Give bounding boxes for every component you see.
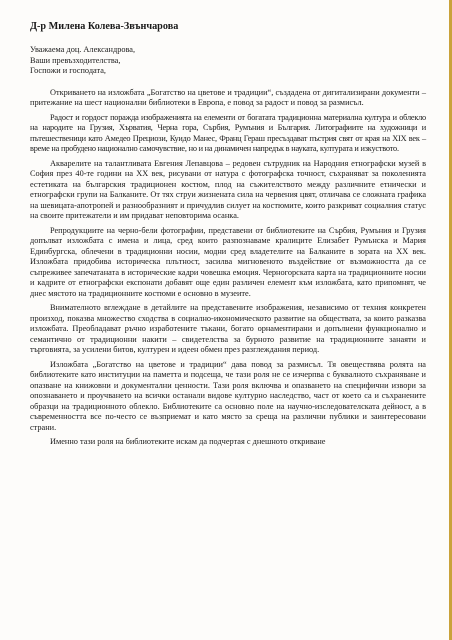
salutation-line: Ваши превъзходителства,	[30, 55, 121, 65]
salutation-line: Госпожи и господата,	[30, 66, 107, 75]
salutation-block	[30, 45, 426, 77]
salutation-line: Уважаема доц. Александрова,	[30, 45, 136, 54]
paragraph: Именно тази роля на библиотеките искам да подчертая с днешното откриване	[50, 437, 326, 446]
paragraph: Акварелите на талантливата Евгения Лепавцова – редовен сътрудник на Народния етнографски музей в София през 40-те години на XX век, рисувани от натура с фотографска точност, съхраняват за поколенията естетиката на българския традиционен костюм, плод на съжителството между различните етнически и етнографски групи на Балканите. От тях струи жизнената сила на червения цвят, отличава се сложната графика на шевицата-апотропей и разнообразният и причудлив силует на костюмите, които разкриват социалния статус на своите притежатели и им придават неповторима осанка.	[30, 158, 426, 220]
paragraph: Внимателното вглеждане в детайлите на представените изображения, независимо от техния конкретен произход, показва множество сходства в социално-икономическото развитие на обществата, за които разказва изложбата. Преобладават ръчно изработените тъкани, богато орнаментирани и допълнени функционално и семантично от традиционни накити – свидетелства за бурното развитие на традиционните занаяти и търговията, за усилени битов, културен и идеен обмен през разглеждания период.	[30, 303, 426, 354]
document-body	[30, 20, 426, 448]
paragraph: Радост и гордост поражда изображенията на елементи от богатата традиционна материална култура и облекло на народите на Грузия, Хърватия, Черна гора, Сърбия, Румъния и България. Литографиите на художници и пътешественици като Амедео Прециози, Куидо Манес, Франц Гераш пресъздават пъстрия свят от края на XIX век – време на пробудено национално самочувствие, но и на динамичен напредък в науката, културата и изкуството.	[30, 112, 426, 153]
author-name: Д-р Милена Колева-Звънчарова	[30, 21, 179, 32]
paragraph: Откриването на изложбата „Богатство на цветове и традиции“, създадена от дигитализирани документи – притежание на шест национални библиотеки в Европа, е повод за радост и повод за размисъл.	[30, 87, 426, 107]
paragraph: Репродукциите на черно-бели фотографии, представени от библиотеките на Сърбия, Румъния и Грузия допълват изложбата с имена и лица, сред които разпознаваме кралиците Елизабет Румънска и Мария Единбургска, облечени в традиционни носии, модни сред владетелите на Балканите в зората на XX век. Изложбата придобива историческа плътност, засилва мигновеното въздействие от възможността да се съпреживее запечатаната в исторические кадри човешка емоция. Черногорската карта на традиционните носии и кадрите от етнографски експонати добавят още един различен елемент към изложбата, като припомнят, че днес мястото на традиционните костюми е основно в музеите.	[30, 225, 426, 298]
paragraph: Изложбата „Богатство на цветове и традиции“ дава повод за размисъл. Тя овеществява ролята на библиотеките като институции на паметта и подсеща, че тази роля не се изчерпва с буквалното съхраняване и опазване на книжовни и документални ценности. Тази роля включва и опазването на специфични извори за опознаването и проучването на всички останали видове културно наследство, част от което са и съхранените образци на традиционното облекло. Библиотеките са основно поле на научно-изследователската дейност, а в съвременността все по-често се възприемат и като място за среща на различни публики и заинтересовани страни.	[30, 359, 426, 432]
